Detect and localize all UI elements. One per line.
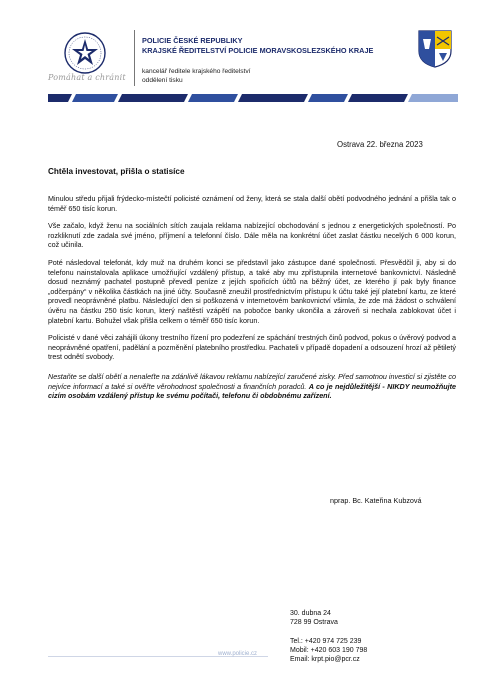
office-line-1: kancelář ředitele krajského ředitelství — [142, 68, 251, 75]
document-date: Ostrava 22. března 2023 — [337, 140, 423, 149]
org-line-2: KRAJSKÉ ŘEDITELSTVÍ POLICIE MORAVSKOSLEZSKÉHO KRAJE — [142, 46, 374, 55]
phone-text: Tel.: +420 974 725 239 — [290, 638, 362, 645]
signature: nprap. Bc. Kateřina Kubzová — [330, 496, 422, 505]
warning-bold-text: A co je nejdůležitější - NIKDY neumožňujte cizím osobám vzdálený přístup ke svému počítači, telefonu či obdobnému zařízení. — [48, 381, 456, 401]
header-stripe-band — [48, 94, 458, 102]
footer-address — [290, 609, 338, 627]
paragraph: Vše začalo, když ženu na sociálních sítích zaujala reklama nabízející obchodování s jednou z energetických společností. Po rozkliknutí zde zadala své jméno, příjmení a telefonní číslo. Dále měla na konkrétní účet zaslat částku necelých 6 000 korun, což učinila. — [48, 221, 456, 250]
motto-text: Pomáhat a chránit — [48, 73, 126, 82]
document-title: Chtěla investovat, přišla o statisíce — [48, 167, 185, 176]
org-line-1: POLICIE ČESKÉ REPUBLIKY — [142, 36, 243, 45]
office-line-2: oddělení tisku — [142, 77, 183, 84]
website-link[interactable]: www.policie.cz — [218, 651, 258, 657]
paragraph: Minulou středu přijali frýdecko-místečtí policisté oznámení od ženy, která se stala další obětí podvodného jednání a přišla tak o téměř 650 tisíc korun. — [48, 194, 456, 213]
warning-italic-text: Nestaňte se další obětí a nenaleťte na zdánlivě lákavou reklamu nabízející zaručené zisky. Před samotnou investicí si zjistěte co nejvíce informací a také si ověřte věrohodnost společnosti a finančních poradců. — [48, 371, 456, 391]
organization-name — [142, 36, 373, 56]
paragraph: Poté následoval telefonát, kdy muž na druhém konci se představil jako zástupce dané společnosti. Přesvědčil ji, aby si do telefonu nainstalovala aplikace umožňující vzdálený přístup, a také aby mu zpřístupnila internetové bankovnictví. Následně dosud neznámý pachatel postupně převedl peníze z jejích spořicích účtů na běžný účet, ze kterého jí pak byly finance „odčerpány“ v několika částkách na jiné účty. Současně zneužil prostřednictvím přístupu k účtu také její platební kartu, ze které provedl neoprávněné platbu. Následující den si poškozená v internetovém bankovnictví všimla, že zde má žádost o schválení úvěru na částku 250 tisíc korun, který naštěstí vzápětí na pobočce banky ukončila a zároveň si nechala zablokovat účet i platební kartu. Bohužel však přišla celkem o téměř 650 tisíc korun. — [48, 257, 456, 325]
office-name — [142, 67, 250, 85]
paragraph: Policisté v dané věci zahájili úkony trestního řízení pro podezření ze spáchání trestných činů podvod, pokus o úvěrový podvod a neoprávněné opatření, padělání a pozměnění platebního prostředku. Pachateli v případě dopadení a odsouzení hrozí až pětiletý trest odnětí svobody. — [48, 333, 456, 362]
email-text: Email: krpt.pio@pcr.cz — [290, 656, 360, 664]
address-line-1: 30. dubna 24 — [290, 610, 331, 617]
document-body — [48, 194, 456, 409]
mobile-text: Mobil: +420 603 190 798 — [290, 647, 368, 655]
regional-crest-icon — [417, 29, 453, 69]
address-line-2: 728 99 Ostrava — [290, 619, 338, 627]
warning-paragraph — [48, 372, 456, 401]
header-divider — [134, 30, 135, 86]
footer-contacts — [290, 637, 367, 665]
